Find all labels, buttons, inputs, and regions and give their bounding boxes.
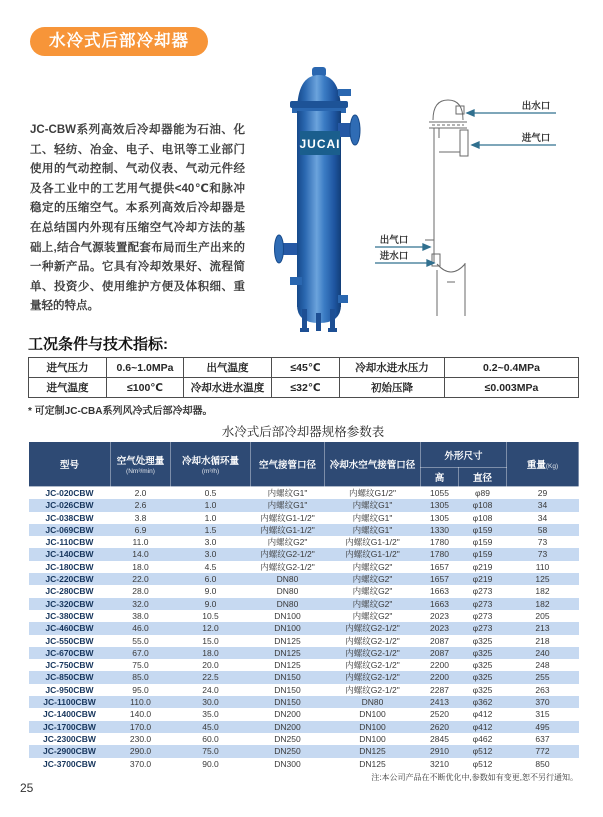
table-cell: 内螺纹G2-1/2": [260, 549, 315, 560]
spec-cell-model: JC-280CBW: [45, 586, 94, 597]
table-row: [29, 622, 579, 634]
table-row: [29, 536, 579, 548]
table-cell: 2845: [430, 733, 449, 744]
table-cell: 58: [537, 524, 548, 535]
footer-note: 注:本公司产品在不断优化中,参数如有变更,恕不另行通知。: [371, 773, 578, 782]
table-cell: 内螺纹G2-1/2": [345, 672, 400, 683]
table-cell: 1663: [430, 586, 449, 597]
table-cell: 20.0: [202, 660, 219, 671]
table-cell: 1055: [430, 488, 449, 498]
table-cell: 73: [537, 537, 548, 548]
table-cell: 125: [535, 574, 550, 585]
spec-table-title: 水冷式后部冷却器规格参数表: [221, 425, 385, 439]
spec-cell-model: JC-110CBW: [45, 537, 94, 548]
table-cell: 110: [535, 561, 550, 572]
table-row: [29, 659, 579, 671]
table-cell: 9.0: [204, 586, 217, 597]
table-cell: 内螺纹G2": [352, 561, 393, 572]
table-cell: 内螺纹G1/2": [349, 488, 396, 498]
table-cell: 内螺纹G1-1/2": [260, 512, 315, 523]
table-cell: 2910: [430, 746, 449, 757]
diagram-label-gas-in: 进气口: [521, 133, 551, 144]
spec-cell-model: JC-220CBW: [45, 574, 94, 585]
table-cell: 2620: [430, 721, 449, 732]
table-cell: 进气温度: [29, 378, 107, 398]
table-cell: 2087: [430, 635, 449, 646]
spec-table-body: [29, 487, 579, 770]
table-cell: 2023: [430, 623, 449, 634]
table-cell: 14.0: [132, 549, 149, 560]
table-cell: 495: [535, 721, 550, 732]
table-cell: DN125: [274, 660, 301, 671]
table-row: [29, 684, 579, 696]
diagram-label-water-out: 出水口: [521, 101, 551, 112]
table-cell: 73: [537, 549, 548, 560]
table-cell: 1.5: [204, 524, 217, 535]
table-cell: φ273: [472, 623, 493, 634]
table-cell: DN100: [359, 733, 386, 744]
table-cell: DN150: [274, 697, 301, 708]
table-cell: 1780: [430, 549, 449, 560]
table-cell: 46.0: [132, 623, 149, 634]
table-cell: 75.0: [202, 746, 219, 757]
table-cell: 1305: [430, 512, 449, 523]
table-cell: 55.0: [132, 635, 149, 646]
table-row: [29, 499, 579, 511]
table-row: [29, 585, 579, 597]
spec-cell-model: JC-380CBW: [45, 610, 94, 621]
table-cell: 29: [537, 488, 548, 498]
spec-cell-model: JC-850CBW: [45, 672, 94, 683]
table-row: [29, 708, 579, 720]
table-row: [29, 733, 579, 745]
table-cell: 内螺纹G2-1/2": [260, 561, 315, 572]
table-cell: 218: [535, 635, 550, 646]
table-cell: 240: [535, 647, 550, 658]
table-cell: 内螺纹G1": [267, 488, 308, 498]
table-cell: 15.0: [202, 635, 219, 646]
table-cell: 2.0: [134, 488, 147, 498]
table-cell: 2413: [430, 697, 449, 708]
spec-cell-model: JC-320CBW: [45, 598, 94, 609]
table-cell: φ325: [472, 635, 493, 646]
spec-cell-model: JC-670CBW: [45, 647, 94, 658]
table-cell: 内螺纹G2-1/2": [345, 623, 400, 634]
table-cell: 内螺纹G2-1/2": [345, 684, 400, 695]
conditions-table: [28, 357, 579, 398]
spec-cell-model: JC-038CBW: [45, 512, 94, 523]
spec-cell-model: JC-750CBW: [45, 660, 94, 671]
table-cell: 0.2~0.4MPa: [445, 358, 579, 378]
table-row: [29, 671, 579, 683]
table-cell: DN250: [274, 746, 301, 757]
table-cell: 255: [535, 672, 550, 683]
table-cell: 182: [535, 586, 550, 597]
table-cell: 2200: [430, 672, 449, 683]
table-cell: 182: [535, 598, 550, 609]
table-cell: φ89: [475, 488, 490, 498]
conditions-section-title: 工况条件与技术指标:: [28, 336, 168, 353]
header-air-capacity: 空气处理量 (Nm³/min): [111, 442, 171, 487]
table-cell: 6.0: [204, 574, 217, 585]
table-cell: 11.0: [132, 537, 149, 548]
table-cell: DN150: [274, 684, 301, 695]
table-row: [29, 635, 579, 647]
table-cell: 637: [535, 733, 550, 744]
table-row: [29, 487, 579, 500]
table-cell: φ159: [472, 524, 493, 535]
table-cell: 1330: [430, 524, 449, 535]
table-cell: DN100: [274, 623, 301, 634]
table-cell: φ325: [472, 672, 493, 683]
table-cell: 370: [535, 697, 550, 708]
table-cell: 60.0: [202, 733, 219, 744]
table-cell: 9.0: [204, 598, 217, 609]
table-cell: 0.5: [204, 488, 217, 498]
table-cell: 1.0: [204, 500, 217, 511]
table-cell: φ412: [472, 721, 493, 732]
table-cell: 10.5: [202, 610, 219, 621]
table-cell: 315: [535, 709, 550, 720]
page-number: 25: [20, 781, 34, 795]
table-cell: 内螺纹G2": [352, 574, 393, 585]
table-cell: φ512: [472, 758, 493, 769]
table-cell: DN100: [274, 610, 301, 621]
table-cell: 1780: [430, 537, 449, 548]
table-cell: 内螺纹G2-1/2": [345, 635, 400, 646]
table-cell: φ512: [472, 746, 493, 757]
table-cell: φ159: [472, 537, 493, 548]
table-cell: ≤0.003MPa: [445, 378, 579, 398]
table-cell: 32.0: [132, 598, 149, 609]
table-cell: φ219: [472, 574, 493, 585]
table-cell: DN80: [276, 586, 299, 597]
line-diagram: [368, 78, 596, 318]
header-water-air-port: 冷却水空气接管口径: [325, 442, 421, 487]
spec-cell-model: JC-3700CBW: [43, 758, 96, 769]
table-cell: 内螺纹G2-1/2": [345, 647, 400, 658]
table-cell: 22.0: [132, 574, 149, 585]
table-cell: DN100: [359, 709, 386, 720]
table-cell: φ325: [472, 684, 493, 695]
table-cell: 4.5: [204, 561, 217, 572]
table-cell: 出气温度: [184, 358, 272, 378]
vessel-outline: [425, 100, 468, 316]
header-air-port: 空气接管口径: [251, 442, 325, 487]
table-cell: φ462: [472, 733, 493, 744]
table-cell: DN80: [361, 697, 384, 708]
spec-cell-model: JC-140CBW: [45, 549, 94, 560]
table-cell: 34: [537, 512, 548, 523]
spec-cell-model: JC-2900CBW: [43, 746, 96, 757]
table-cell: 170.0: [129, 721, 152, 732]
table-cell: 内螺纹G1-1/2": [345, 537, 400, 548]
spec-table: [28, 441, 579, 770]
table-cell: φ273: [472, 586, 493, 597]
table-cell: 230.0: [129, 733, 152, 744]
spec-cell-model: JC-020CBW: [45, 488, 94, 498]
table-cell: 67.0: [132, 647, 149, 658]
table-row: [29, 721, 579, 733]
table-cell: 3.8: [134, 512, 147, 523]
spec-cell-model: JC-180CBW: [45, 561, 94, 572]
table-row: [29, 378, 579, 398]
intro-text: JC-CBW系列高效后冷却器能为石油、化工、轻纺、冶金、电子、电讯等工业部门使用的气动控制、气动仪表、气动元件经及各工业中的工艺用气提供<40℃和脉冲稳定的压缩空气。本系列高效后冷却器是在总结国内外现有压缩空气冷却方法的基础上,结合气源装置配套布局而生产出来的一种新产品。它具有冷却效果好、流程简单、投资少、使用维护方便及体积细、重量轻的特点。: [30, 124, 245, 313]
header-dimensions: 外形尺寸: [421, 442, 507, 468]
table-cell: 2287: [430, 684, 449, 695]
table-cell: DN125: [359, 746, 386, 757]
table-cell: 3210: [430, 758, 449, 769]
table-cell: DN125: [274, 647, 301, 658]
table-cell: φ108: [472, 500, 493, 511]
table-cell: 1305: [430, 500, 449, 511]
table-cell: 3.0: [204, 537, 217, 548]
page-title-badge: 水冷式后部冷却器: [30, 27, 208, 56]
table-cell: 90.0: [202, 758, 219, 769]
table-cell: DN200: [274, 709, 301, 720]
spec-cell-model: JC-460CBW: [45, 623, 94, 634]
table-cell: DN200: [274, 721, 301, 732]
table-cell: 22.5: [202, 672, 219, 683]
spec-cell-model: JC-1700CBW: [43, 721, 96, 732]
table-row: [29, 358, 579, 378]
table-cell: 370.0: [129, 758, 152, 769]
table-cell: 28.0: [132, 586, 149, 597]
table-cell: 95.0: [132, 684, 149, 695]
table-row: [29, 745, 579, 757]
table-cell: 内螺纹G2": [352, 610, 393, 621]
table-cell: 初始压降: [340, 378, 445, 398]
table-cell: DN80: [276, 574, 299, 585]
table-cell: 内螺纹G1-1/2": [345, 549, 400, 560]
spec-cell-model: JC-950CBW: [45, 684, 94, 695]
table-cell: 内螺纹G1-1/2": [260, 524, 315, 535]
brand-label: JUCAI: [299, 137, 341, 151]
table-cell: DN300: [274, 758, 301, 769]
table-cell: φ325: [472, 647, 493, 658]
table-cell: 内螺纹G1": [267, 500, 308, 511]
table-cell: 2520: [430, 709, 449, 720]
table-cell: φ219: [472, 561, 493, 572]
spec-cell-model: JC-550CBW: [45, 635, 94, 646]
table-cell: 进气压力: [29, 358, 107, 378]
table-cell: 75.0: [132, 660, 149, 671]
table-cell: 263: [535, 684, 550, 695]
table-cell: 内螺纹G1": [352, 524, 393, 535]
header-diameter: 直径: [459, 468, 507, 487]
table-cell: φ159: [472, 549, 493, 560]
table-cell: 1657: [430, 561, 449, 572]
header-water-flow: 冷却水循环量 (m³/h): [171, 442, 251, 487]
table-cell: 850: [535, 758, 550, 769]
table-cell: 冷却水进水压力: [340, 358, 445, 378]
table-cell: DN125: [359, 758, 386, 769]
table-cell: φ412: [472, 709, 493, 720]
table-cell: 38.0: [132, 610, 149, 621]
table-cell: φ273: [472, 598, 493, 609]
table-row: [29, 598, 579, 610]
table-cell: 内螺纹G1": [352, 512, 393, 523]
table-cell: 2.6: [134, 500, 147, 511]
conditions-table-body: [29, 358, 579, 398]
table-cell: 35.0: [202, 709, 219, 720]
spec-cell-model: JC-2300CBW: [43, 733, 96, 744]
table-row: [29, 512, 579, 524]
table-cell: 内螺纹G1": [352, 500, 393, 511]
table-cell: ≤100℃: [107, 378, 184, 398]
table-cell: 85.0: [132, 672, 149, 683]
table-cell: 772: [535, 746, 550, 757]
table-cell: 内螺纹G2": [352, 586, 393, 597]
table-cell: φ108: [472, 512, 493, 523]
table-cell: 1.0: [204, 512, 217, 523]
table-cell: 30.0: [202, 697, 219, 708]
tank-graphic: [275, 67, 361, 332]
header-weight: 重量(Kg): [507, 442, 579, 487]
table-cell: 34: [537, 500, 548, 511]
spec-cell-model: JC-026CBW: [45, 500, 94, 511]
table-cell: 6.9: [134, 524, 147, 535]
table-cell: 冷却水进水温度: [184, 378, 272, 398]
table-cell: φ362: [472, 697, 493, 708]
table-cell: ≤45℃: [272, 358, 340, 378]
table-cell: DN80: [276, 598, 299, 609]
spec-cell-model: JC-1400CBW: [43, 709, 96, 720]
table-cell: 24.0: [202, 684, 219, 695]
table-cell: DN100: [359, 721, 386, 732]
table-row: [29, 696, 579, 708]
table-cell: 18.0: [132, 561, 149, 572]
table-cell: 110.0: [130, 697, 151, 708]
table-cell: φ325: [472, 660, 493, 671]
table-cell: φ273: [472, 610, 493, 621]
table-cell: DN150: [274, 672, 301, 683]
table-cell: 内螺纹G2": [352, 598, 393, 609]
table-cell: 1657: [430, 574, 449, 585]
table-cell: 205: [535, 610, 550, 621]
table-cell: 18.0: [202, 647, 219, 658]
table-cell: 248: [535, 660, 550, 671]
diagram-label-gas-out: 出气口: [379, 235, 409, 246]
table-cell: 2023: [430, 610, 449, 621]
spec-cell-model: JC-069CBW: [45, 524, 94, 535]
table-cell: 内螺纹G2-1/2": [345, 660, 400, 671]
table-row: [29, 548, 579, 560]
spec-table-header: [29, 442, 579, 487]
table-cell: 2200: [430, 660, 449, 671]
table-cell: 1663: [430, 598, 449, 609]
table-cell: 12.0: [202, 623, 219, 634]
table-cell: 2087: [430, 647, 449, 658]
header-height: 高: [421, 468, 459, 487]
diagram-label-water-in: 进水口: [379, 251, 409, 262]
conditions-footnote: * 可定制JC-CBA系列风冷式后部冷却器。: [28, 406, 213, 417]
table-row: [29, 758, 579, 770]
table-cell: 140.0: [129, 709, 152, 720]
table-row: [29, 561, 579, 573]
table-cell: 内螺纹G2": [267, 537, 308, 548]
table-cell: DN125: [274, 635, 301, 646]
table-row: [29, 610, 579, 622]
table-cell: 290.0: [129, 746, 152, 757]
table-cell: DN250: [274, 733, 301, 744]
table-cell: 213: [535, 623, 550, 634]
table-cell: 45.0: [202, 721, 219, 732]
header-model: 型号: [29, 442, 111, 487]
table-cell: 0.6~1.0MPa: [107, 358, 184, 378]
table-row: [29, 647, 579, 659]
spec-cell-model: JC-1100CBW: [43, 697, 96, 708]
table-cell: 3.0: [204, 549, 217, 560]
table-row: [29, 573, 579, 585]
table-cell: ≤32℃: [272, 378, 340, 398]
table-row: [29, 524, 579, 536]
